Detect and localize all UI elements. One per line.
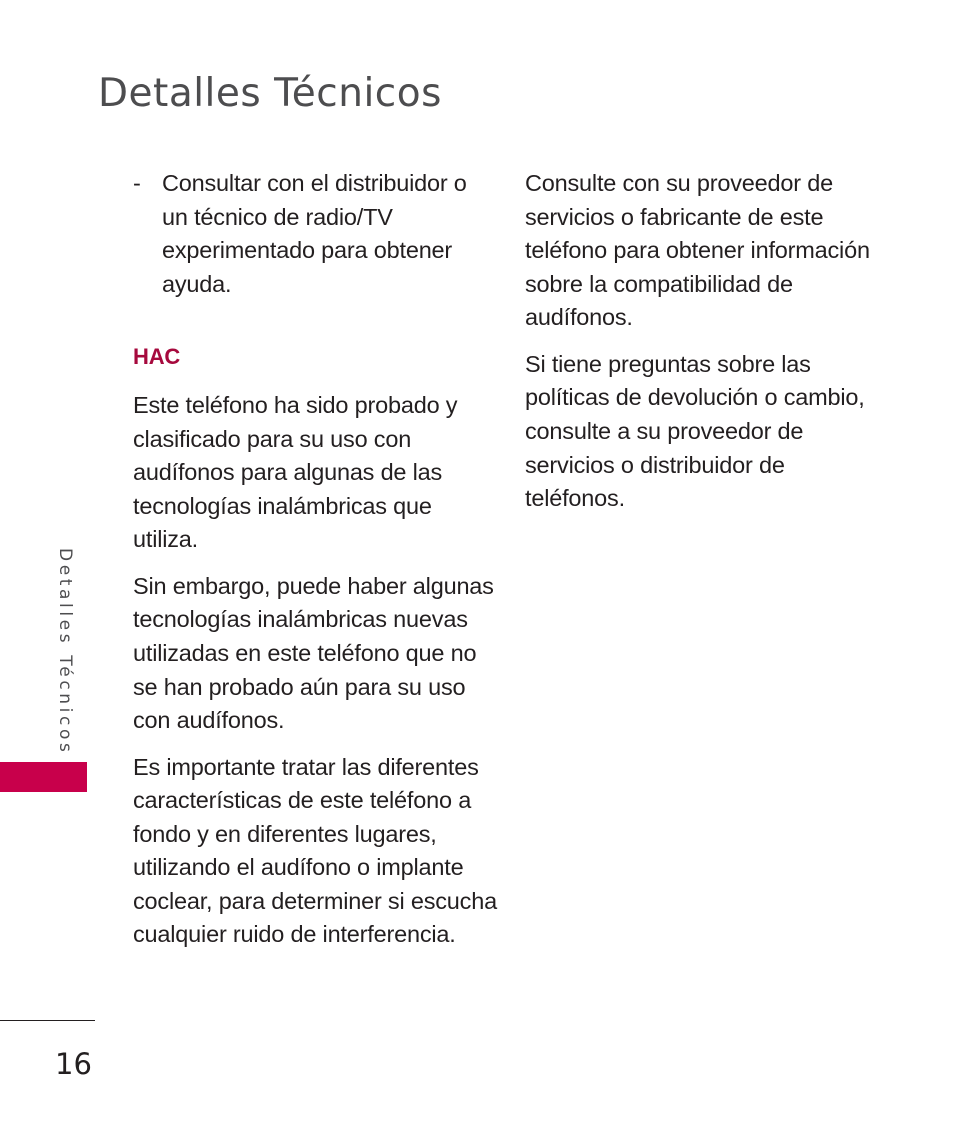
bullet-marker: - [133, 170, 141, 196]
paragraph: Sin embargo, puede haber algunas tecnologías inalámbricas nuevas utilizadas en este teléfono que no se han probado aún para su uso con audífonos. [133, 572, 494, 734]
paragraph: Es importante tratar las diferentes características de este teléfono a fondo y en diferentes lugares, utilizando el audífono o implante coclear, para determiner si escucha cualquier ruido de interferencia. [133, 753, 497, 948]
footer-divider [0, 1020, 95, 1021]
side-section-label: Detalles Técnicos [55, 548, 75, 756]
page-number: 16 [55, 1047, 92, 1081]
section-heading-hac: HAC [133, 344, 181, 370]
right-column [525, 167, 890, 529]
section-tab-marker [0, 762, 87, 792]
bullet-item [133, 167, 498, 301]
bullet-text: Consultar con el distribuidor o un técnico de radio/TV experimentado para obtener ayuda. [162, 170, 467, 297]
paragraph: Consulte con su proveedor de servicios o fabricante de este teléfono para obtener información sobre la compatibilidad de audífonos. [525, 170, 870, 331]
paragraph: Si tiene preguntas sobre las políticas de devolución o cambio, consulte a su proveedor de servicios o distribuidor de teléfonos. [525, 350, 865, 512]
paragraph: Este teléfono ha sido probado y clasificado para su uso con audífonos para algunas de las tecnologías inalámbricas que utiliza. [133, 391, 458, 553]
page-title: Detalles Técnicos [98, 71, 442, 116]
left-column [133, 167, 498, 965]
